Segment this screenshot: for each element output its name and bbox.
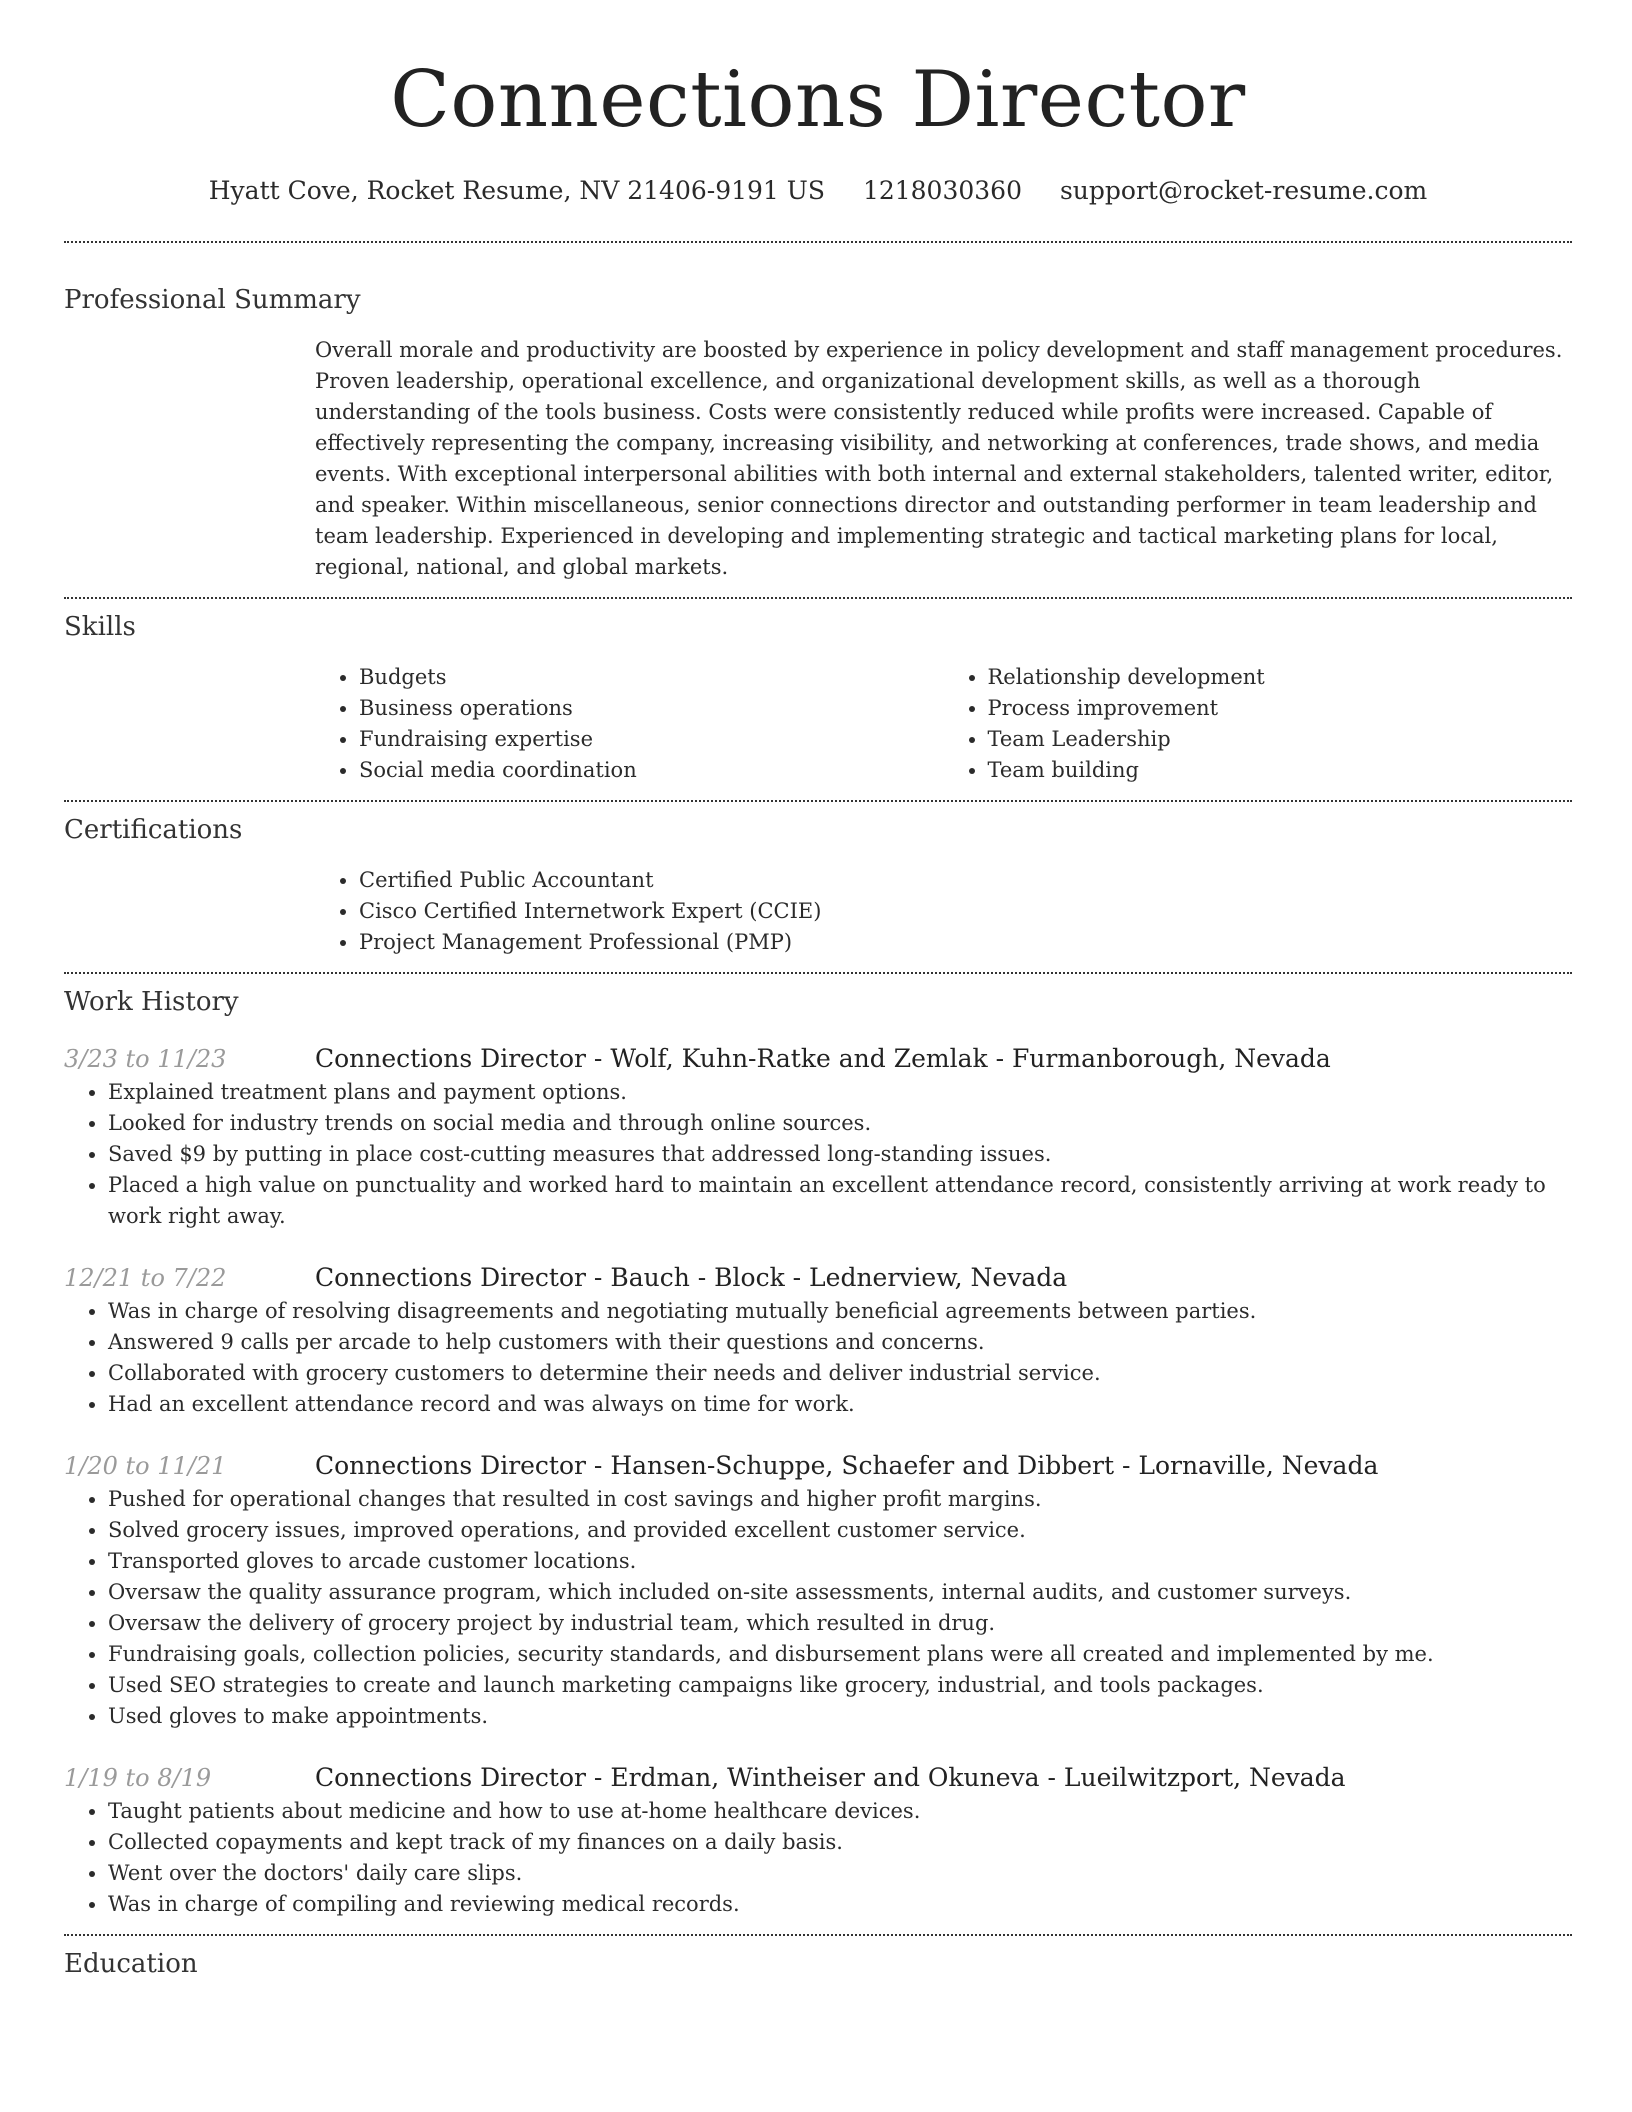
list-item: • Fundraising expertise <box>359 724 944 755</box>
list-item: • Project Management Professional (PMP) <box>359 927 1572 958</box>
job-bullets <box>64 1077 1572 1232</box>
list-item: • Used SEO strategies to create and launch marketing campaigns like grocery, industrial, and tools packages. <box>108 1670 1572 1701</box>
list-item: • Answered 9 calls per arcade to help customers with their questions and concerns. <box>108 1327 1572 1358</box>
skills-list-left <box>315 662 944 786</box>
list-item: • Oversaw the quality assurance program, which included on-site assessments, internal audits, and customer surveys. <box>108 1577 1572 1608</box>
contact-email[interactable]: support@rocket-resume.com <box>1059 176 1428 205</box>
list-item: • Taught patients about medicine and how to use at-home healthcare devices. <box>108 1796 1572 1827</box>
contact-phone: 1218030360 <box>862 176 1022 205</box>
list-item: • Collaborated with grocery customers to determine their needs and deliver industrial service. <box>108 1358 1572 1389</box>
skills-body <box>315 662 1572 786</box>
list-item: • Saved $9 by putting in place cost-cutting measures that addressed long-standing issues. <box>108 1139 1572 1170</box>
job-entry <box>64 1260 1572 1420</box>
certifications-section <box>64 802 1572 958</box>
job-entry <box>64 1760 1572 1920</box>
education-section <box>64 1936 1572 1981</box>
summary-text: Overall morale and productivity are boosted by experience in policy development and staff management procedures. Proven leadership, operational excellence, and organizational development skills, as well as a thorough understanding of the tools business. Costs were consistently reduced while profits were increased. Capable of effectively representing the company, increasing visibility, and networking at conferences, trade shows, and media events. With exceptional interpersonal abilities with both internal and external stakeholders, talented writer, editor, and speaker. Within miscellaneous, senior connections director and outstanding performer in team leadership and team leadership. Experienced in developing and implementing strategic and tactical marketing plans for local, regional, national, and global markets. <box>315 338 1563 579</box>
certifications-heading: Certifications <box>64 815 243 845</box>
list-item: • Transported gloves to arcade customer locations. <box>108 1546 1572 1577</box>
list-item: • Oversaw the delivery of grocery project by industrial team, which resulted in drug. <box>108 1608 1572 1639</box>
contact-line <box>64 174 1572 208</box>
education-heading: Education <box>64 1949 198 1979</box>
summary-body <box>315 335 1572 583</box>
job-bullets <box>64 1796 1572 1920</box>
list-item: • Process improvement <box>988 693 1573 724</box>
list-item: • Placed a high value on punctuality and worked hard to maintain an excellent attendance record, consistently arriving at work ready to work right away. <box>108 1170 1572 1232</box>
skills-heading: Skills <box>64 612 136 642</box>
list-item: • Pushed for operational changes that resulted in cost savings and higher profit margins. <box>108 1484 1572 1515</box>
skills-section <box>64 599 1572 786</box>
job-dates: 1/19 to 8/19 <box>64 1764 212 1792</box>
list-item: • Social media coordination <box>359 755 944 786</box>
job-title: Connections Director - Wolf, Kuhn-Ratke and Zemlak - Furmanborough, Nevada <box>315 1044 1331 1073</box>
job-title: Connections Director - Hansen-Schuppe, Schaefer and Dibbert - Lornaville, Nevada <box>315 1451 1379 1480</box>
list-item: • Had an excellent attendance record and was always on time for work. <box>108 1389 1572 1420</box>
job-dates: 12/21 to 7/22 <box>64 1264 227 1292</box>
summary-heading: Professional Summary <box>64 285 361 315</box>
candidate-name: Connections Director <box>390 55 1246 145</box>
list-item: • Relationship development <box>988 662 1573 693</box>
list-item: • Collected copayments and kept track of my finances on a daily basis. <box>108 1827 1572 1858</box>
list-item: • Looked for industry trends on social media and through online sources. <box>108 1108 1572 1139</box>
certifications-body <box>315 865 1572 958</box>
list-item: • Budgets <box>359 662 944 693</box>
list-item: • Business operations <box>359 693 944 724</box>
job-bullets <box>64 1484 1572 1732</box>
list-item: • Explained treatment plans and payment options. <box>108 1077 1572 1108</box>
job-title: Connections Director - Erdman, Wintheiser and Okuneva - Lueilwitzport, Nevada <box>315 1763 1346 1792</box>
work-section <box>64 974 1572 1920</box>
contact-address: Hyatt Cove, Rocket Resume, NV 21406-9191 US <box>208 176 825 205</box>
list-item: • Solved grocery issues, improved operations, and provided excellent customer service. <box>108 1515 1572 1546</box>
list-item: • Was in charge of compiling and reviewing medical records. <box>108 1889 1572 1920</box>
job-entry <box>64 1041 1572 1232</box>
list-item: • Used gloves to make appointments. <box>108 1701 1572 1732</box>
list-item: • Went over the doctors' daily care slips. <box>108 1858 1572 1889</box>
job-entry <box>64 1448 1572 1732</box>
certifications-list <box>315 865 1572 958</box>
list-item: • Team Leadership <box>988 724 1573 755</box>
resume-page <box>64 0 1572 1981</box>
job-bullets <box>64 1296 1572 1420</box>
job-dates: 1/20 to 11/21 <box>64 1452 227 1480</box>
job-title: Connections Director - Bauch - Block - Lednerview, Nevada <box>315 1263 1068 1292</box>
work-heading: Work History <box>64 987 239 1017</box>
list-item: • Cisco Certified Internetwork Expert (CCIE) <box>359 896 1572 927</box>
job-dates: 3/23 to 11/23 <box>64 1045 227 1073</box>
summary-section <box>64 243 1572 583</box>
list-item: • Certified Public Accountant <box>359 865 1572 896</box>
skills-list-right <box>944 662 1573 786</box>
list-item: • Team building <box>988 755 1573 786</box>
list-item: • Was in charge of resolving disagreements and negotiating mutually beneficial agreements between parties. <box>108 1296 1572 1327</box>
list-item: • Fundraising goals, collection policies, security standards, and disbursement plans were all created and implemented by me. <box>108 1639 1572 1670</box>
